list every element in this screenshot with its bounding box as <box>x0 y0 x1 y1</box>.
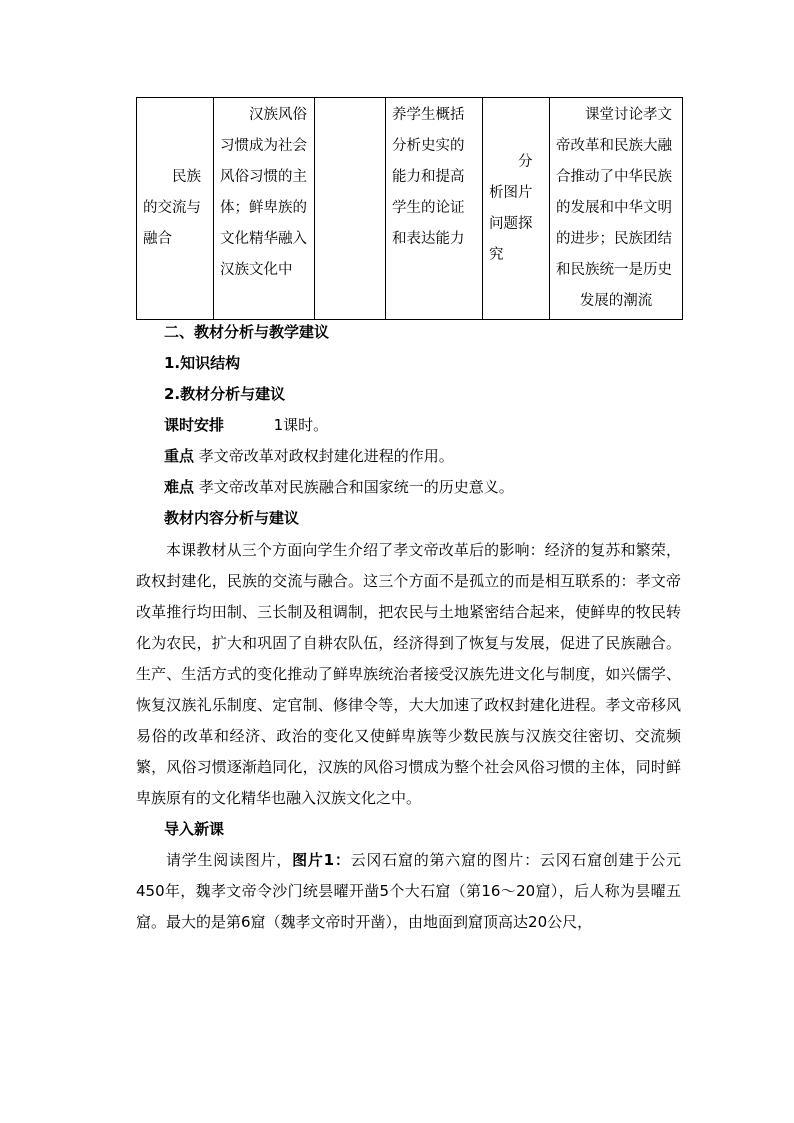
key-value: 孝文帝改革对政权封建化进程的作用。 <box>198 447 454 465</box>
difficulty-value: 孝文帝改革对民族融合和国家统一的历史意义。 <box>198 478 514 496</box>
key-point-line <box>164 446 709 466</box>
table-cell-topic: 民族的交流与融合 <box>137 98 214 320</box>
difficulty-line <box>164 477 709 497</box>
intro-paragraph <box>136 845 681 938</box>
intro-text-start: 请学生阅读图片， <box>166 851 293 869</box>
schedule-label: 课时安排 <box>164 416 225 434</box>
intro-heading: 导入新课 <box>164 820 225 838</box>
intro-figure-label: 图片1： <box>292 851 351 869</box>
table-cell-ability: 养学生概括分析史实的能力和提高学生的论证和表达能力 <box>386 98 483 320</box>
difficulty-label: 难点 <box>164 478 195 496</box>
schedule-line <box>164 415 709 435</box>
content-heading: 教材内容分析与建议 <box>164 509 300 527</box>
content-paragraph: 本课教材从三个方面向学生介绍了孝文帝改革后的影响：经济的复苏和繁荣，政权封建化，民族的交流与融合。这三个方面不是孤立的而是相互联系的：孝文帝改革推行均田制、三长制及租调制，把农民与土地紧密结合起来，使鲜卑的牧民转化为农民，扩大和巩固了自耕农队伍，经济得到了恢复与发展，促进了民族融合。生产、生活方式的变化推动了鲜卑族统治者接受汉族先进文化与制度，如兴儒学、恢复汉族礼乐制度、定官制、修律令等，大大加速了政权封建化进程。孝文帝移风易俗的改革和经济、政治的变化又使鲜卑族等少数民族与汉族交往密切、交流频繁，风俗习惯逐渐趋同化，汉族的风俗习惯成为整个社会风俗习惯的主体，同时鲜卑族原有的文化精华也融入汉族文化之中。 <box>136 541 681 807</box>
table-cell-content: 汉族风俗习惯成为社会风俗习惯的主体；鲜卑族的文化精华融入汉族文化中 <box>214 98 315 320</box>
table-row <box>137 98 683 320</box>
intro-text-rest: 云冈石窟的第六窟的图片：云冈石窟创建于公元450年，魏孝文帝令沙门统昙曜开凿5个大石窟（第16～20窟），后人称为昙曜五窟。最大的是第6窟（魏孝文帝时开凿），由地面到窟顶高达20公尺， <box>136 851 681 931</box>
section-heading: 二、教材分析与教学建议 <box>164 323 330 341</box>
subheading-analysis: 2.教材分析与建议 <box>164 385 286 403</box>
subheading-knowledge-structure: 1.知识结构 <box>164 354 241 372</box>
table-cell-empty <box>315 98 386 320</box>
table-cell-values: 课堂讨论孝文帝改革和民族大融合推动了中华民族的发展和中华文明的进步；民族团结和民族统一是历史发展的潮流 <box>550 98 683 320</box>
schedule-value: 1课时。 <box>273 416 329 434</box>
key-label: 重点 <box>164 447 195 465</box>
table-cell-method: 分析图片问题探究 <box>483 98 550 320</box>
objectives-table <box>136 97 683 320</box>
